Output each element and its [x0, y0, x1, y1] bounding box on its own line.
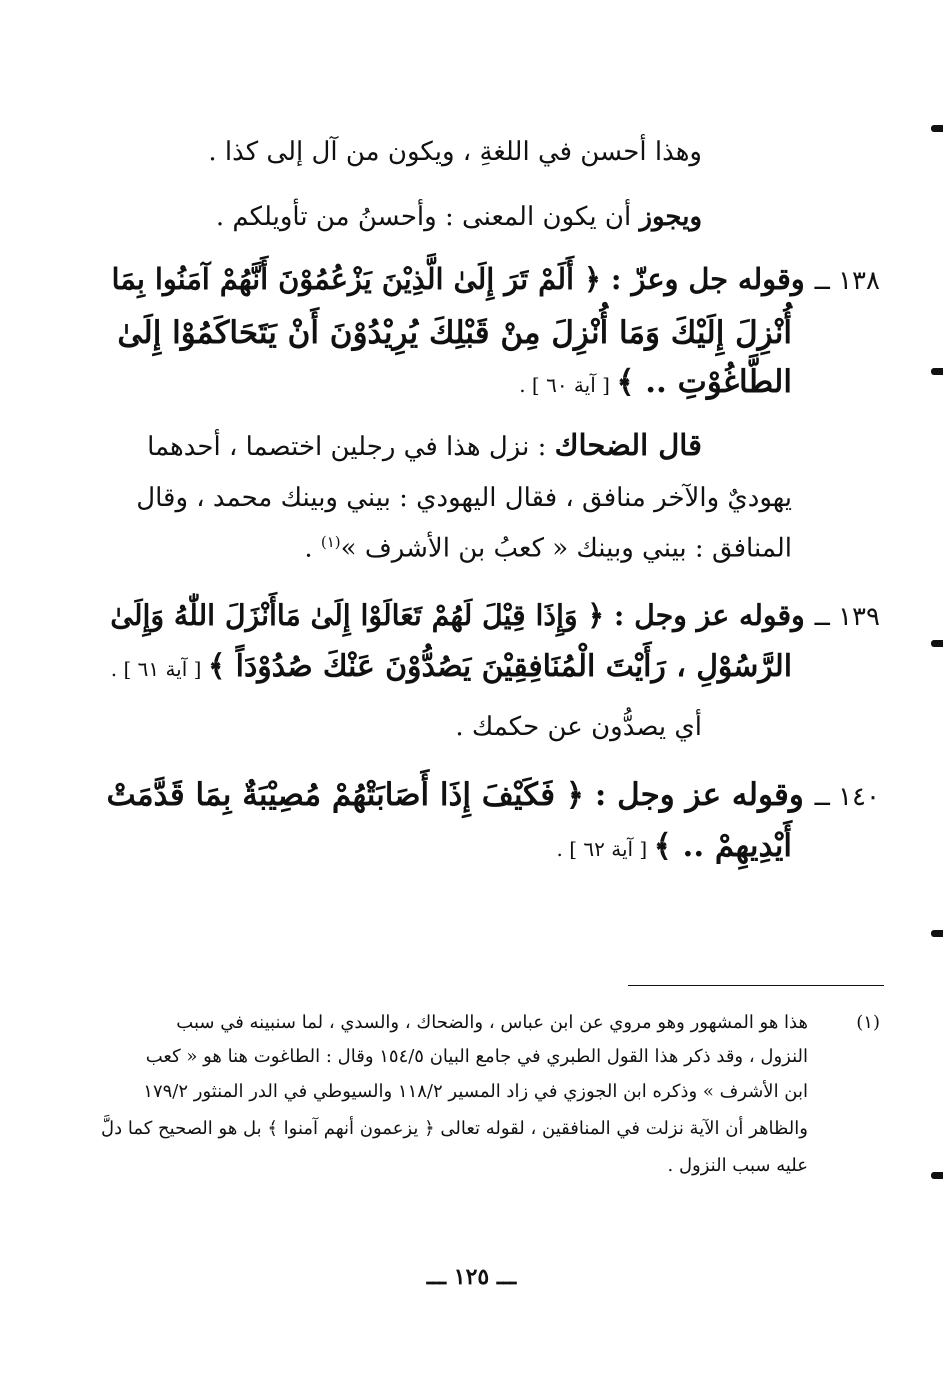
- quran-text: ﴿ وَإِذَا قِيْلَ لَهُمْ تَعَالَوْا إِلَىٰ مَاأَنْزَلَ اللّٰهُ وَإِلَىٰ: [110, 598, 604, 632]
- aya-reference: [ آية ٦٠ ] .: [519, 373, 617, 397]
- lead-word: قال الضحاك: [554, 428, 702, 462]
- entry-intro: وقوله جل وعزّ :: [600, 262, 815, 296]
- quran-text: أَيْدِيهِمْ .. ﴾: [653, 828, 792, 864]
- line-text: : نزل هذا في رجلين اختصما ، أحدهما: [147, 432, 555, 462]
- edge-mark: [931, 640, 943, 647]
- footnote-text: والظاهر أن الآية نزلت في المنافقين ، لقوله تعالى ﴿ يزعمون أنهم آمنوا ﴾ بل هو الصحيح كما دلَّ: [101, 1118, 808, 1139]
- quran-text: أُنْزِلَ إِلَيْكَ وَمَا أُنْزِلَ مِنْ قَبْلِكَ يُرِيْدُوْنَ أَنْ يَتَحَاكَمُوْا إِلَىٰ: [117, 315, 792, 351]
- footnote: [100, 0, 880, 1200]
- aya-reference: [ آية ٦١ ] .: [110, 657, 208, 681]
- entry-number: ١٣٨ ــ: [814, 266, 880, 296]
- entry-intro: وقوله عز وجل :: [584, 777, 815, 813]
- aya-reference: [ آية ٦٢ ] .: [556, 837, 654, 861]
- footnote-line: [668, 1155, 808, 1176]
- footnote-text: النزول ، وقد ذكر هذا القول الطبري في جامع البيان ١٥٤/٥ وقال : الطاغوت هنا هو « كعب: [145, 1046, 808, 1067]
- edge-mark: [931, 125, 943, 132]
- edge-mark: [931, 1172, 943, 1179]
- edge-mark: [931, 368, 943, 375]
- footnote-marker: [856, 1012, 880, 1033]
- footnote-line: [143, 1081, 808, 1102]
- quran-text: ﴿ أَلَمْ تَرَ إِلَىٰ الَّذِيْنَ يَزْعُمُوْنَ أَنَّهُمْ آمَنُوا بِمَا: [111, 262, 601, 296]
- quran-text: الطَّاغُوْتِ .. ﴾: [616, 364, 792, 400]
- line-text: أن يكون المعنى : وأحسنُ من تأويلكم .: [215, 202, 640, 232]
- entry-number: ١٤٠ ــ: [814, 782, 880, 812]
- line-text: أي يصدُّون عن حكمك .: [455, 712, 702, 742]
- footnote-line: [176, 1012, 808, 1033]
- footnote-line: [146, 1046, 808, 1067]
- line-text: المنافق : بيني وبينك « كعبُ بن الأشرف »: [340, 533, 792, 564]
- entry-number: ١٣٩ ــ: [814, 602, 880, 632]
- quran-text: ﴿ فَكَيْفَ إِذَا أَصَابَتْهُمْ مُصِيْبَةٌ بِمَا قَدَّمَتْ: [106, 777, 585, 813]
- footnote-text: هذا هو المشهور وهو مروي عن ابن عباس ، والضحاك ، والسدي ، لما سنبينه في سبب: [176, 1012, 808, 1033]
- entry-intro: وقوله عز وجل :: [603, 598, 815, 632]
- lead-word: ويجوز: [639, 202, 702, 232]
- footnote-text: ابن الأشرف » وذكره ابن الجوزي في زاد المسير ١١٨/٢ والسيوطي في الدر المنثور ١٧٩/٢: [143, 1081, 808, 1102]
- line-text: يهوديٌ والآخر منافق ، فقال اليهودي : بيني وبينك محمد ، وقال: [136, 483, 792, 513]
- edge-mark: [931, 930, 943, 937]
- footnote-marker-text: (١): [856, 1012, 880, 1033]
- line-text: وهذا أحسن في اللغةِ ، ويكون من آل إلى كذا .: [208, 137, 702, 167]
- line-text: .: [304, 533, 321, 564]
- footnote-text: عليه سبب النزول .: [667, 1155, 808, 1176]
- footnote-line: [101, 1118, 808, 1139]
- footnote-ref: (١): [320, 533, 341, 551]
- quran-text: الرَّسُوْلِ ، رَأَيْتَ الْمُنَافِقِيْنَ يَصُدُّوْنَ عَنْكَ صُدُوْدَاً ﴾: [207, 649, 792, 684]
- page-number: ـــ ١٢٥ ـــ: [426, 1264, 517, 1290]
